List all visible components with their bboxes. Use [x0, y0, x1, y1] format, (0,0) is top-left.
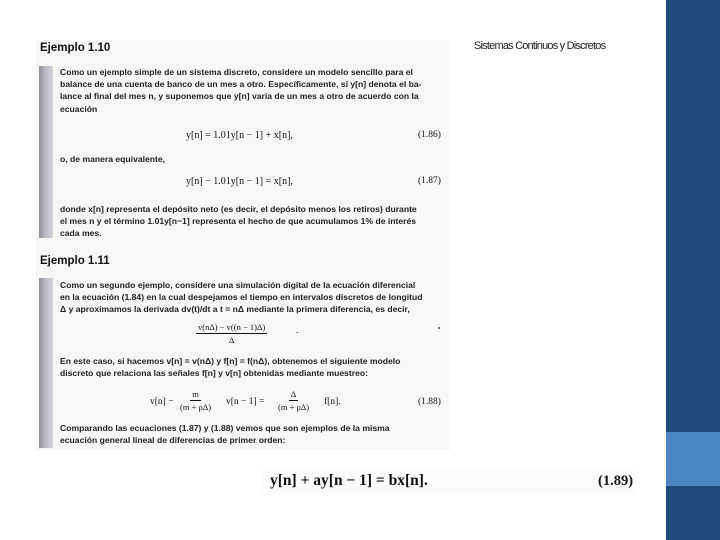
example-heading: Ejemplo 1.11 [40, 255, 110, 267]
example-paragraph: o, de manera equivalente, [60, 154, 166, 164]
equation-number: (1.87) [418, 176, 441, 186]
example-paragraph: Como un ejemplo simple de un sistema discreto, considere un modelo sencillo para el balance de una cuenta de banco de un mes a otro. Específicamente, si y[n] denota el ba- lance al final del mes n, y suponemos que y[n] varía de un mes a otro de acuerdo con la ecuación [60, 67, 422, 114]
example-paragraph: Comparando las ecuaciones (1.87) y (1.88) vemos que son ejemplos de la misma ecuación general lineal de diferencias de primer orden: [60, 423, 390, 446]
equation: y[n] = 1.01y[n − 1] + x[n], [186, 130, 293, 141]
fraction-denominator: (m + ρΔ) [180, 402, 212, 412]
example-side-bar [39, 66, 53, 238]
equation-number: (1.86) [418, 130, 441, 140]
fraction-numerator: m [192, 389, 199, 399]
scan-speck [438, 327, 440, 329]
equation-part: v[n] − [150, 397, 174, 407]
equation-fraction [180, 389, 211, 412]
slide-title: Sistemas Continuos y Discretos [474, 40, 606, 52]
example-paragraph: donde x[n] representa el depósito neto (es decir, el depósito menos los retiros) durante el mes n y el término 1.01y[n−1] representa el hecho de que acumulamos 1% de interés cada mes. [60, 204, 417, 239]
equation-part: v[n − 1] = [226, 397, 265, 407]
side-accent-block [666, 432, 720, 486]
equation: y[n] − 1.01y[n − 1] = x[n], [186, 176, 293, 187]
example-paragraph: En este caso, si hacemos v[n] = v(nΔ) y f[n] = f(nΔ), obtenemos el siguiente modelo discreto que relaciona las señales f[n] y v[n] obtenidas mediante muestreo: [60, 356, 401, 379]
fraction-numerator: v(nΔ) − v((n − 1)Δ) [198, 322, 266, 332]
equation-fraction [278, 389, 309, 412]
fraction-denominator: Δ [228, 335, 235, 345]
fraction-numerator: Δ [290, 389, 297, 399]
fraction-denominator: (m + ρΔ) [278, 402, 310, 412]
example-side-bar [39, 278, 53, 448]
equation-part: f[n]. [324, 397, 341, 407]
example-heading: Ejemplo 1.10 [40, 42, 111, 54]
example-paragraph: Como un segundo ejemplo, considere una simulación digital de la ecuación diferencial en la ecuación (1.84) en la cual despejamos el tiempo en intervalos discretos de longitud Δ y aproximamos la derivada dv(t)/dt a t = nΔ mediante la primera diferencia, es decir, [60, 280, 423, 315]
general-equation-number: (1.89) [598, 473, 634, 489]
first-difference-fraction [196, 322, 267, 345]
fraction-period: . [296, 326, 299, 336]
general-equation: y[n] + ay[n − 1] = bx[n]. [270, 472, 428, 489]
equation-number: (1.88) [418, 397, 441, 407]
